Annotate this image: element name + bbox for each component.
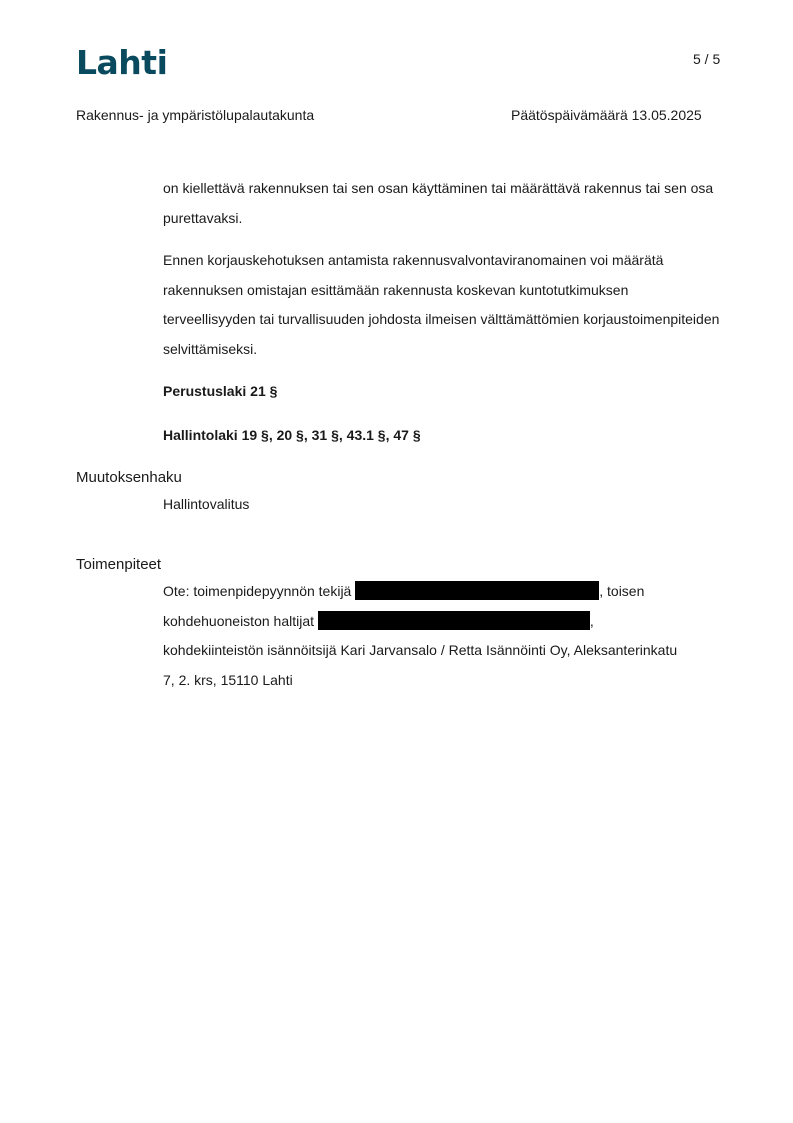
page-number: 5 / 5 [693,51,721,67]
actions-line-4: 7, 2. krs, 15110 Lahti [163,671,293,688]
decision-date: Päätöspäivämäärä 13.05.2025 [511,107,702,123]
actions-line-1-prefix: Ote: toimenpidepyynnön tekijä [163,583,352,599]
actions-line-1-suffix: , toisen [599,583,645,599]
actions-line-2 [163,607,723,637]
actions-line-3: kohdekiinteistön isännöitsijä Kari Jarvansalo / Retta Isännöinti Oy, Aleksanterinkatu [163,642,678,658]
actions-heading: Toimenpiteet [76,556,162,573]
appeal-text: Hallintovalitus [163,496,250,512]
department-name: Rakennus- ja ympäristölupalautakunta [76,107,315,123]
redacted-block [355,581,599,600]
actions-line-2-prefix: kohdehuoneiston haltijat [163,612,315,629]
paragraph-1: on kiellettävä rakennuksen tai sen osan käyttäminen tai määrättävä rakennus tai sen osa purettavaksi. [163,180,714,226]
main-content [163,174,723,364]
appeal-heading: Muutoksenhaku [76,469,182,486]
actions-line-2-suffix: , [589,612,594,629]
law-reference-constitution: Perustuslaki 21 § [163,383,278,399]
lahti-logo: Lahti [76,43,168,82]
paragraph-2: Ennen korjauskehotuksen antamista rakennusvalvontaviranomainen voi määrätä rakennuksen omistajan esittämään rakennusta koskevan kuntotutkimuksen terveellisyyden tai turvallisuuden johdosta ilmeisen välttämättömien korjaustoimenpiteiden selvittämiseksi. [163,252,720,357]
actions-content [163,577,723,695]
actions-line-1 [163,577,723,607]
redacted-block [318,611,590,630]
law-reference-administrative: Hallintolaki 19 §, 20 §, 31 §, 43.1 §, 47 § [163,427,421,443]
